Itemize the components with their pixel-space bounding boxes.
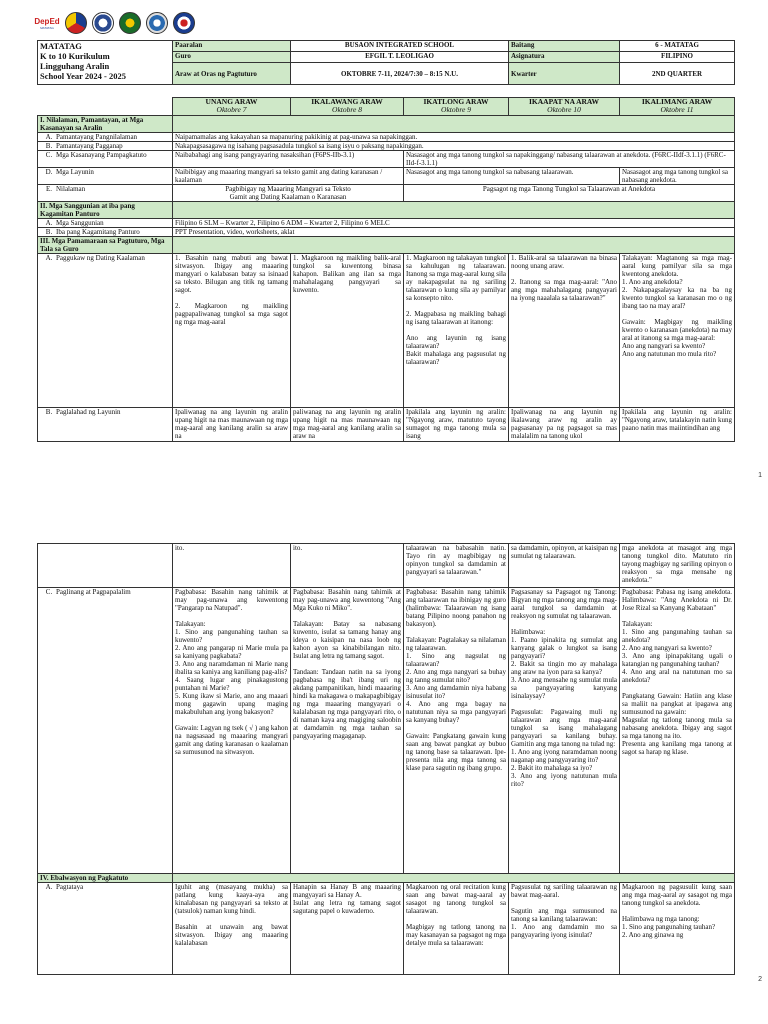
pagtataya-day-2: Hanapin sa Hanay B ang maaaring mangyayari sa Hanay A. Isulat ang letra ng tamang sagot sagutang papel o kuwaderno. xyxy=(291,883,404,975)
paglinang-day-5: Pagbabasa: Pabasa ng isang anekdota. Halimbawa: "Ang Anekdota ni Dr. Jose Rizal sa Kanyang Kabataan" Talakayan: 1. Sino ang pangunahing tauhan sa anekdota? 2. Ano ang nangyari sa kwento? 3. Ano ang ipinapakitang ugali o katangian ng pangunahing tauhan? 4. Ano ang aral na natutunan mo sa anekdota? Pangkatang Gawain: Hatiin ang klase sa maliit na pangkat at ipagawa ang sumusunod na gawain: Magsulat ng tatlong tanong mula sa nabasang anekdota. Ibigay ang sagot sa mga tanong na ito. Presenta ang kanilang mga tanong at sagot sa harap ng klase. xyxy=(620,588,735,874)
kagamitang-panturo-text: PPT Presentation, video, worksheets, aklat xyxy=(173,228,735,237)
section-3-title: III. Mga Pamamaraan sa Pagtuturo, Mga Tala sa Guro xyxy=(38,237,173,254)
day-4-header: IKAAPAT NA ARAW Oktobre 10 xyxy=(509,98,620,116)
row-label-nilalaman: E. Nilalaman xyxy=(38,185,173,202)
paglalahad-cont-day-1: ito. xyxy=(173,544,291,588)
lesson-plan-table xyxy=(37,97,735,442)
nilalaman-text-2: Pagsagot ng mga Tanong Tungkol sa Talaarawan at Anekdota xyxy=(404,185,735,202)
baitang-label: Baitang xyxy=(509,41,620,52)
kwarter-label: Kwarter xyxy=(509,63,620,85)
row-label-layunin: D. Mga Layunin xyxy=(38,168,173,185)
day-header-row xyxy=(38,98,735,116)
row-label-pamantayang-pangnilalaman: A. Pamantayang Pangnilalaman xyxy=(38,133,173,142)
paglalahad-day-4: Ipaliwanag na ang layunin ng ikalawang araw ng aralin ay pagsasanay pa ng pagsagot sa mas malalalim na tanong ukol xyxy=(509,408,620,442)
row-label-paggukaw: A. Paggukaw ng Dating Kaalaman xyxy=(38,254,173,408)
row-label-pagtataya: A. Pagtataya xyxy=(38,883,173,975)
paggukaw-day-4: 1. Balik-aral sa talaarawan na binasa noong unang araw. 2. Itanong sa mga mag-aaral: "Ano ang mga mahahalagang pangyayari na iyong naaalala sa talaarawan?" xyxy=(509,254,620,408)
lesson-header-table xyxy=(37,40,735,85)
guro-label: Guro xyxy=(173,52,291,63)
asignatura-value: FILIPINO xyxy=(620,52,735,63)
deped-logo: DepEd MATATAG xyxy=(34,16,60,30)
layunin-text-2: Nasasagot ang mga tanong tungkol sa nabasang talaarawan. xyxy=(404,168,620,185)
section-1-title: I. Nilalaman, Pamantayan, at Mga Kasanayan sa Aralin xyxy=(38,116,173,133)
layunin-text-3: Nasasagot ang mga tanong tungkol sa nabasang anekdota. xyxy=(620,168,735,185)
baitang-value: 6 - MATATAG xyxy=(620,41,735,52)
section-2-title: II. Mga Sanggunian at iba pang Kagamitan Panturo xyxy=(38,202,173,219)
row-label-kasanayan: C. Mga Kasanayang Pampagkatuto xyxy=(38,151,173,168)
paglinang-day-4: Pagsasanay sa Pagsagot ng Tanong: Bigyan ng mga tanong ang mga mag-aaral tungkol sa damdamin at reaksyon ng sumulat ng talaarawan. Halimbawa: 1. Paano ipinakita ng sumulat ang kanyang galak o lungkot sa isang pangyayari? 2. Bakit sa tingin mo ay mahalaga ang araw na iyon para sa kanya? 3. Ano ang mensahe ng sumulat mula sa pangyayaring kanyang isinalaysay? Pagsusulat: Pagawaing muli ng talaarawan ang mga mag-aaral tungkol sa isang mahalagang pangyayari sa kanilang buhay. Gamitin ang mga tanong na tulad ng: 1. Ano ang iyong naramdaman noong naganap ang pangyayaring ito? 2. Bakit ito mahalaga sa iyo? 3. Ano ang iyong natutunan mula rito? xyxy=(509,588,620,874)
pagtataya-day-3: Magkaroon ng oral recitation kung saan ang bawat mag-aaral ay sasagot ng tanong tungkol sa talaarawan. Magbigay ng tatlong tanong na may kasanayan sa pagsagot ng mga detalye mula sa talaarawan: xyxy=(404,883,509,975)
paglalahad-day-1: Ipaliwanag na ang layunin ng aralin upang higit na mas maunawaan ng mga mag-aaral ang kanilang aralin sa araw na xyxy=(173,408,291,442)
day-2-header: IKALAWANG ARAW Oktobre 8 xyxy=(291,98,404,116)
paglinang-day-3: Pagbabasa: Basahin nang tahimik ang talaarawan na ibinigay ng guro (halimbawa: Talaarawan ng isang batang Pilipino noong panahon ng bakasyon). Talakayan: Pagtalakay sa nilalaman ng talaarawan. 1. Sino ang nagsulat ng talaarawan? 2. Ano ang mga nangyari sa buhay ng tanng sumulat nito? 3. Ano ang damdamin niya habang isinusulat ito? 4. Ano ang mga bagay na natutunan niya sa mga pangyayari sa kanyang buhay? Gawain: Pangkatang gawain kung saan ang bawat pangkat ay bubuo ng tanong base sa talaarawan. Ipe-presenta nila ang mga tanong sa klase para sagutin ng ibang grupo. xyxy=(404,588,509,874)
page-1 xyxy=(0,0,768,484)
day-3-header: IKATLONG ARAW Oktobre 9 xyxy=(404,98,509,116)
paglalahad-cont-day-5: mga anekdota at masagot ang mga tanong tungkol dito. Matututo rin tayong magbigay ng sariling opinyon o reaksyon sa mga mensahe ng anekdota." xyxy=(620,544,735,588)
paggukaw-day-5: Talakayan: Magtanong sa mga mag-aaral kung pamilyar sila sa mga kwentong anekdota. 1. Ano ang anekdota? 2. Nakapagsalaysay ka na ba ng kwento tungkol sa karanasan mo o ng ibang tao na may aral? Gawain: Magbigay ng maikling kwento o karanasan (anekdota) na may aral at itanong sa mga mag-aaral: Ano ang nangyari sa kwento? Ano ang natutunan mo mula rito? xyxy=(620,254,735,408)
pagtataya-day-5: Magkaroon ng pagsusulit kung saan ang mga mag-aaral ay sasagot ng mga tanong tungkol sa anekdota. Halimbawa ng mga tanong: 1. Sino ang pangunahing tauhan? 2. Ano ang ginawa ng xyxy=(620,883,735,975)
row-label-pamantayang-pagganap: B. Pamantayang Pagganap xyxy=(38,142,173,151)
curriculum-title: MATATAG K to 10 Kurikulum Lingguhang Aralin School Year 2024 - 2025 xyxy=(38,41,173,85)
layunin-text-1: Naibibigay ang maaaring mangyari sa teksto gamit ang dating karanasan / kaalaman xyxy=(173,168,404,185)
kasanayan-text-1: Naibabahagi ang isang pangyayaring nasaksihan (F6PS-IIb-3.1) xyxy=(173,151,404,168)
logo-strip xyxy=(34,10,195,36)
school-seal-icon xyxy=(173,12,195,34)
day-5-header: IKALIMANG ARAW Oktobre 11 xyxy=(620,98,735,116)
day-1-header: UNANG ARAW Oktobre 7 xyxy=(173,98,291,116)
kasanayan-text-2: Nasasagot ang mga tanong tungkol sa napakinggang/ nabasang talaarawan at anekdota. (F6RC-IIdf-3.1.1) (F6RC-IId-f-3.1.1) xyxy=(404,151,735,168)
flag-seal-icon xyxy=(65,12,87,34)
region-seal-icon xyxy=(119,12,141,34)
paglalahad-cont-day-2: ito. xyxy=(291,544,404,588)
row-label-paglalahad: B. Paglalahad ng Layunin xyxy=(38,408,173,442)
paglinang-day-1: Pagbabasa: Basahin nang tahimik at may pag-unawa ang kuwentong "Pangarap na Natupad". Talakayan: 1. Sino ang pangunahing tauhan sa kuwento? 2. Ano ang pangarap ni Marie mula pa sa kaniyang pagkabata? 3. Ano ang naramdaman ni Marie nang ibalita sa kaniya ang kaniliang pag-alis? 4. Saang lugar ang pinakagustong puntahan ni Marie? 5. Kung ikaw si Marie, ano ang maaari mong gagawin upang maging makabuluhan ang iyong bakasyon? Gawain: Lagyan ng tsek ( √ ) ang kahon na nagsasaad ng maaaring mangyari gamit ang dating karanasan o kaalaman sa sumusunod na sitwasyon. xyxy=(173,588,291,874)
paglalahad-day-5: Ipakilala ang layunin ng aralin: "Ngayong araw, tatalakayin natin kung paano natin mas maiintindihan ang xyxy=(620,408,735,442)
araw-value: OKTOBRE 7-11, 2024/7:30 – 8:15 N.U. xyxy=(291,63,509,85)
paggukaw-day-2: 1. Magkaroon ng maikling balik-aral tungkol sa kuwentong binasa kahapon. Balikan ang ilan sa mga mahahalagang pangyayari sa kuwento. xyxy=(291,254,404,408)
row-label-paglinang: C. Paglinang at Pagpapalalim xyxy=(38,588,173,874)
deped-seal-icon xyxy=(92,12,114,34)
paglalahad-day-3: Ipakilala ang layunin ng aralin: "Ngayong araw, matututo tayong sumagot ng mga tanong mula sa isang xyxy=(404,408,509,442)
paggukaw-day-3: 1. Magkaroon ng talakayan tungkol sa kahulugan ng talaarawan. Itanong sa mga mag-aaral kung sila ay nakapagsulat na ng sariling talaarawan o kung sila ay pamilyar sa konsepto nito. 2. Magpabasa ng maikling bahagi ng isang talaarawan at itanong: Ano ang layunin ng isang talaarawan? Bakit mahalaga ang pagsusulat ng talaarawan? xyxy=(404,254,509,408)
paaralan-value: BUSAON INTEGRATED SCHOOL xyxy=(291,41,509,52)
paaralan-label: Paaralan xyxy=(173,41,291,52)
page-number: 1 xyxy=(758,472,762,479)
page-2 xyxy=(0,524,768,1024)
paggukaw-day-1: 1. Basahin nang mabuti ang bawat sitwasyon. Ibigay ang maaaring mangyari o kalabasan batay sa isinaad sa teksto. Bilugan ang titik ng tamang sagot. 2. Magkaroon ng maikling pagpapaliwanag tungkol sa mga sagot ng mga mag-aaral xyxy=(173,254,291,408)
sanggunian-text: Filipino 6 SLM – Kwarter 2, Filipino 6 ADM – Kwarter 2, Filipino 6 MELC xyxy=(173,219,735,228)
paglinang-day-2: Pagbabasa: Basahin nang tahimik at may pag-unawa ang kuwentong "Ang Mga Kuko ni Miko". Talakayan: Batay sa nabasang kuwento, isulat sa tamang hanay ang ideya o kaisipan na nasa loob ng kahon ayon sa kinabibilangan nito. Isulat ang letra ng tamang sagot. Tandaan: Tandaan natin na sa iyong pagbabasa ng iba't ibang uri ng akdang pampanitikan, hindi maaaring hindi ka makagawa o makapagbibigay ng mga maaaring mangyayari o kalalabasan ng mga pangyayari rito, o di naman kaya ang magiging saloobin at damdamin ng mga tauhan sa pangyayaring magaganap. xyxy=(291,588,404,874)
asignatura-label: Asignatura xyxy=(509,52,620,63)
araw-label: Araw at Oras ng Pagtuturo xyxy=(173,63,291,85)
nilalaman-text-1: Pagbibigay ng Maaaring Mangyari sa Teksto Gamit ang Dating Kaalaman o Karanasan xyxy=(173,185,404,202)
kwarter-value: 2ND QUARTER xyxy=(620,63,735,85)
row-label-sanggunian: A. Mga Sanggunian xyxy=(38,219,173,228)
pagtataya-day-4: Pagsusulat ng sariling talaarawan ng bawat mag-aaral. Sagutin ang mga sumusunod na tanong sa kanilang talaarawan: 1. Ano ang damdamin mo sa pangyayaring iyong isinulat? xyxy=(509,883,620,975)
section-4-title: IV. Ebalwasyon ng Pagkatuto xyxy=(38,874,173,883)
guro-value: EFGIL T. LEOLIGAO xyxy=(291,52,509,63)
pamantayang-pangnilalaman-text: Naipamamalas ang kakayahan sa mapanuring pakikinig at pag-unawa sa napakinggan. xyxy=(173,133,735,142)
paglalahad-cont-day-3: talaarawan na babasahin natin. Tayo rin ay magbibigay ng opinyon tungkol sa damdamin at pangyayari sa talaarawan." xyxy=(404,544,509,588)
paglalahad-cont-day-4: sa damdamin, opinyon, at kaisipan ng sumulat ng talaarawan. xyxy=(509,544,620,588)
page-number: 2 xyxy=(758,976,762,983)
pamantayang-pagganap-text: Nakapagsasagawa ng isahang pagsasadula tungkol sa isang isyu o paksang napakinggan. xyxy=(173,142,735,151)
pagtataya-day-1: Iguhit ang (masayang mukha) sa patlang kung kaaya-aya ang kinalabasan ng pangyayari sa teksto at (tatsulok) naman kung hindi. Basahin at unawain ang bawat sitwasyon. Ibigay ang maaaring kalalabasan xyxy=(173,883,291,975)
lesson-plan-table-continued xyxy=(37,543,735,975)
row-label-kagamitang-panturo: B. Iba pang Kagamitang Panturo xyxy=(38,228,173,237)
paglalahad-day-2: paliwanag na ang layunin ng aralin upang higit na mas maunawaan ng mga mag-aaral ang kanilang aralin sa araw na xyxy=(291,408,404,442)
division-seal-icon xyxy=(146,12,168,34)
